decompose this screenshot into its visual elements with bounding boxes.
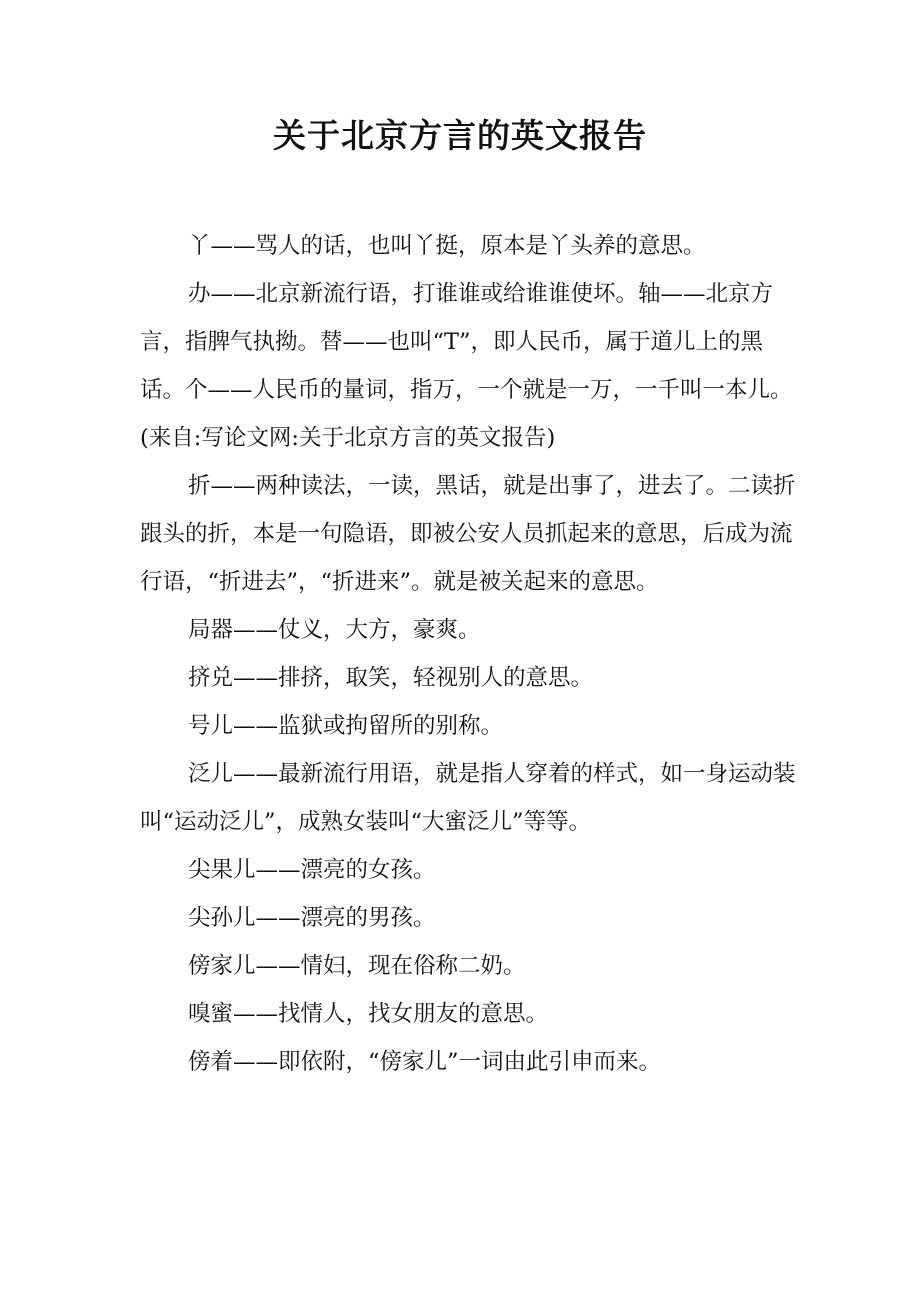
paragraph-haoer: 号儿——监狱或拘留所的别称。 xyxy=(188,713,504,739)
paragraph-zhe: 折——两种读法，一读，黑话，就是出事了，进去了。二读折跟头的折，本是一句隐语，即被公安人员抓起来的意思，后成为流行语，“折进去”，“折进来”。就是被关起来的意思。 xyxy=(140,473,796,595)
paragraph-faner: 泛儿——最新流行用语，就是指人穿着的样式，如一身运动装叫“运动泛儿”，成熟女装叫“大蜜泛儿”等等。 xyxy=(140,761,796,835)
paragraph-xiumi: 嗅蜜——找情人，找女朋友的意思。 xyxy=(188,1001,549,1027)
paragraph-bangzhe: 傍着——即依附，“傍家儿”一词由此引申而来。 xyxy=(188,1049,662,1075)
paragraph-ya: 丫——骂人的话，也叫丫挺，原本是丫头养的意思。 xyxy=(188,233,706,259)
source-note: (来自:写论文网:关于北京方言的英文报告) xyxy=(140,425,556,451)
paragraph-juqi: 局器——仗义，大方，豪爽。 xyxy=(188,617,481,643)
paragraph-jidui: 挤兑——排挤，取笑，轻视别人的意思。 xyxy=(188,665,594,691)
paragraph-ban: 办——北京新流行语，打谁谁或给谁谁使坏。轴——北京方言，指脾气执拗。替——也叫“T”，即人民币，属于道儿上的黑话。个——人民币的量词，指万，一个就是一万，一千叫一本儿。 xyxy=(140,281,793,403)
document-body xyxy=(140,222,800,1086)
document-title: 关于北京方言的英文报告 xyxy=(273,116,647,155)
paragraph-bangjiaer: 傍家儿——情妇，现在俗称二奶。 xyxy=(188,953,526,979)
paragraph-jiansuner: 尖孙儿——漂亮的男孩。 xyxy=(188,905,436,931)
paragraph-jianguoer: 尖果儿——漂亮的女孩。 xyxy=(188,857,436,883)
